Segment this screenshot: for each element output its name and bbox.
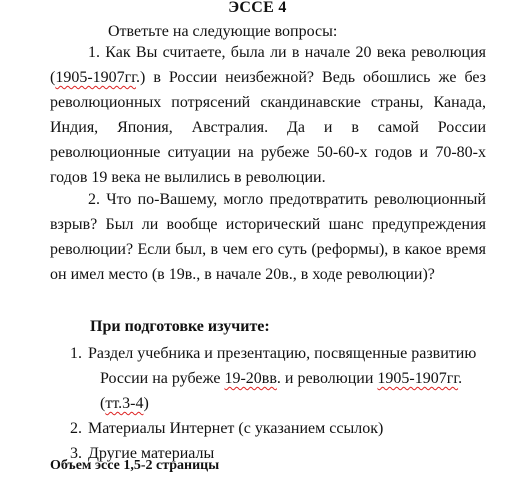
prep-item-1-line2: [88, 366, 488, 416]
question-1: [50, 40, 486, 190]
prep-item-1-line1: Раздел учебника и презентацию, посвященные развитию: [88, 345, 477, 362]
prep-heading: При подготовке изучите:: [90, 318, 270, 335]
text-fragment: . и революции: [276, 370, 378, 387]
list-number: 3.: [70, 445, 82, 462]
volumes-text: тт.3-4: [105, 395, 144, 412]
years-text: 1905-1907гг: [377, 370, 459, 387]
list-number: 1.: [70, 345, 82, 362]
question-1-text-a: 1. Как Вы считаете, была ли в начале 20 века революция (: [50, 44, 486, 86]
list-item-text: Другие материалы: [88, 445, 215, 462]
text-fragment: России на рубеже: [100, 370, 225, 387]
question-2: 2. Что по-Вашему, могло предотвратить революционный взрыв? Был ли вообще исторический шанс предупреждения революции? Если был, в чем его суть (реформы), в какое время он имел место (в 19в., в начале 20в., в ходе революции)?: [50, 191, 486, 283]
volume-note: Объем эссе 1,5-2 страницы: [50, 458, 220, 473]
intro-line: Ответьте на следующие вопросы:: [108, 23, 338, 40]
prep-item-1: [70, 341, 488, 416]
question-1-years: 1905-1907гг: [55, 69, 136, 86]
essay-title: ЭССЕ 4: [228, 0, 287, 16]
question-1-text-b: .) в России неизбежной? Ведь обошлись же без революционных потрясений скандинавские страны, Канада, Индия, Япония, Австралия. Да и в самой России революционные ситуации на рубеже 50-60-х годов и 70-80-х годов 19 века не вылились в революции.: [50, 69, 486, 186]
prep-item-2: [70, 416, 488, 441]
period-text: 19-20вв: [224, 370, 277, 387]
list-item-text: Материалы Интернет (с указанием ссылок): [88, 420, 384, 437]
list-number: 2.: [70, 420, 82, 437]
text-fragment: ): [143, 395, 149, 412]
prep-list: [70, 341, 488, 466]
list-item-text: [88, 341, 488, 416]
text-fragment: . (: [100, 370, 463, 412]
